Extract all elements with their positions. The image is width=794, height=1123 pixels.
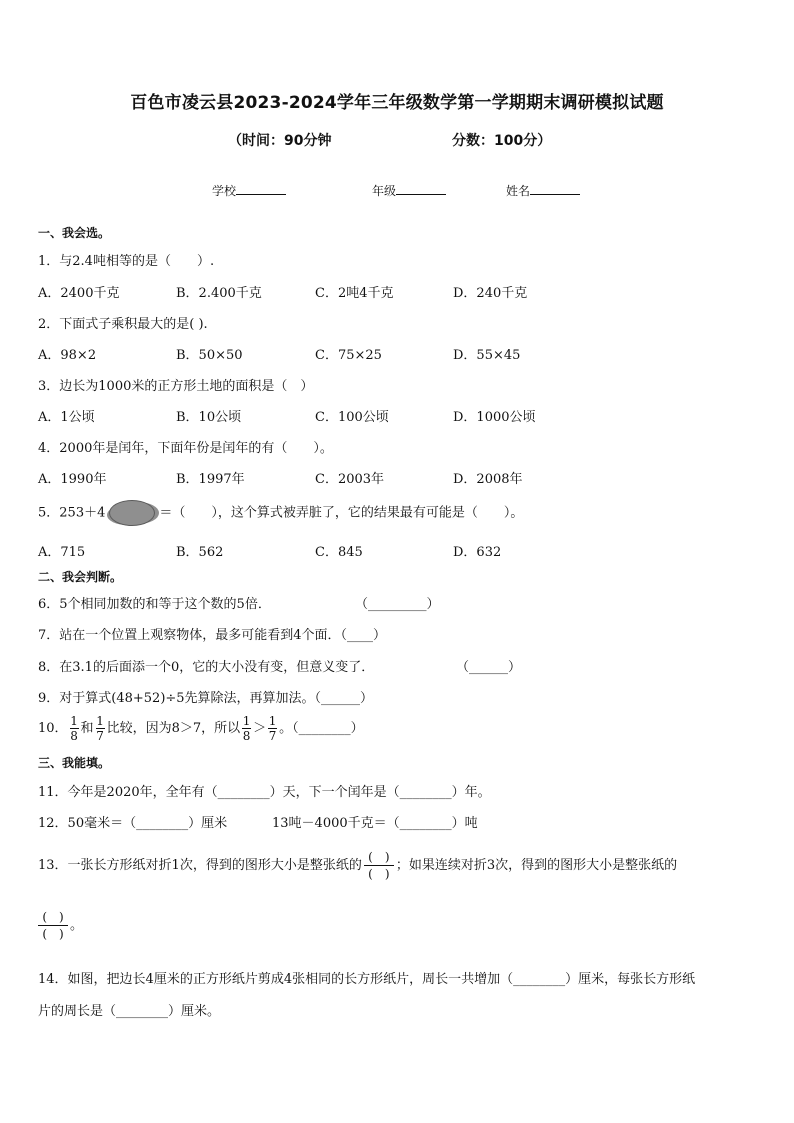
ink-smudge-icon xyxy=(109,500,155,526)
q13-fraction-blank[interactable]: $\frac{( )}{( )}$ xyxy=(364,849,394,882)
question-13-cont xyxy=(38,906,83,946)
question-14-line-1: 14．如图，把边长4厘米的正方形纸片剪成4张相同的长方形纸片，周长一共增加（________）厘米，每张长方形纸 xyxy=(38,972,696,987)
exam-time: （时间：90分钟 xyxy=(228,133,332,149)
q10-answer-blank: 。（________） xyxy=(279,721,364,736)
q1-option-a: A．2400千克 xyxy=(38,286,120,301)
q4-option-d: D．2008年 xyxy=(453,472,523,487)
q5-prompt: ＝（ ），这个算式被弄脏了，它的结果最有可能是（ ）。 xyxy=(159,505,524,521)
question-9: 9．对于算式(48+52)÷5先算除法，再算加法。（______） xyxy=(38,691,374,706)
page-title: 百色市凌云县2023-2024学年三年级数学第一学期期末调研模拟试题 xyxy=(130,93,664,113)
q4-option-a: A．1990年 xyxy=(38,472,107,487)
question-5 xyxy=(38,500,523,527)
q10-and: 和 xyxy=(80,721,94,736)
question-14-line-2: 片的周长是（________）厘米。 xyxy=(38,1004,221,1019)
q5-option-c: C．845 xyxy=(315,545,363,560)
q4-option-b: B．1997年 xyxy=(176,472,245,487)
section-heading-choose: 一、我会选。 xyxy=(38,226,111,240)
q13-text: 13．一张长方形纸对折1次，得到的图形大小是整张纸的 xyxy=(38,858,362,873)
q3-option-b: B．10公顷 xyxy=(176,410,242,425)
q2-option-b: B．50×50 xyxy=(176,348,243,363)
name-label: 姓名 xyxy=(506,184,531,198)
q3-option-c: C．100公顷 xyxy=(315,410,389,425)
q8-answer-blank[interactable]: （______） xyxy=(456,660,522,675)
grade-label: 年级 xyxy=(372,184,397,198)
q2-option-a: A．98×2 xyxy=(38,348,97,363)
fraction-one-seventh-2: $\frac{1}{7}$ xyxy=(268,714,277,743)
school-blank xyxy=(236,182,286,195)
q1-option-d: D．240千克 xyxy=(453,286,528,301)
question-12-b: 13吨－4000千克＝（________）吨 xyxy=(272,816,478,831)
q10-greater-than: ＞ xyxy=(253,721,267,736)
question-10 xyxy=(38,712,364,746)
q1-option-c: C．2吨4千克 xyxy=(315,286,394,301)
q13-end: 。 xyxy=(70,918,84,933)
section-heading-judge: 二、我会判断。 xyxy=(38,570,123,584)
q3-option-a: A．1公顷 xyxy=(38,410,95,425)
name-blank xyxy=(530,182,580,195)
section-heading-fill: 三、我能填。 xyxy=(38,756,111,770)
fraction-one-eighth-2: $\frac{1}{8}$ xyxy=(242,714,251,743)
q5-option-a: A．715 xyxy=(38,545,86,560)
q10-reason: 比较，因为8＞7，所以 xyxy=(106,721,241,736)
q10-number: 10． xyxy=(38,721,68,736)
name-field xyxy=(506,182,580,199)
q13-text-2: ；如果连续对折3次，得到的图形大小是整张纸的 xyxy=(395,858,678,873)
q5-option-d: D．632 xyxy=(453,545,502,560)
question-4: 4．2000年是闰年，下面年份是闰年的有（ ）。 xyxy=(38,441,333,456)
grade-blank xyxy=(396,182,446,195)
question-8: 8．在3.1的后面添一个0，它的大小没有变，但意义变了． xyxy=(38,660,375,675)
question-3: 3．边长为1000米的正方形土地的面积是（ ） xyxy=(38,379,314,394)
fraction-one-seventh: $\frac{1}{7}$ xyxy=(96,714,104,743)
q13-fraction-blank-2[interactable]: $\frac{( )}{( )}$ xyxy=(38,909,68,942)
question-11: 11．今年是2020年，全年有（________）天，下一个闰年是（________）年。 xyxy=(38,785,491,800)
q5-option-b: B．562 xyxy=(176,545,224,560)
q1-option-b: B．2.400千克 xyxy=(176,286,262,301)
question-7: 7．站在一个位置上观察物体，最多可能看到4个面．（____） xyxy=(38,628,387,643)
school-field xyxy=(212,182,286,199)
q4-option-c: C．2003年 xyxy=(315,472,385,487)
question-13 xyxy=(38,846,677,886)
question-2: 2．下面式子乘积最大的是( ). xyxy=(38,317,208,332)
q5-expression: 5．253＋4 xyxy=(38,505,106,521)
q2-option-c: C．75×25 xyxy=(315,348,382,363)
question-1: 1．与2.4吨相等的是（ ）. xyxy=(38,254,215,269)
exam-score: 分数：100分） xyxy=(452,133,552,149)
q2-option-d: D．55×45 xyxy=(453,348,521,363)
grade-field xyxy=(372,182,446,199)
question-6: 6．5个相同加数的和等于这个数的5倍． xyxy=(38,597,271,612)
q3-option-d: D．1000公顷 xyxy=(453,410,536,425)
q6-answer-blank[interactable]: （_________） xyxy=(355,597,440,612)
school-label: 学校 xyxy=(212,184,237,198)
fraction-one-eighth: $\frac{1}{8}$ xyxy=(70,714,78,743)
question-12-a: 12．50毫米＝（________）厘米 xyxy=(38,816,228,831)
